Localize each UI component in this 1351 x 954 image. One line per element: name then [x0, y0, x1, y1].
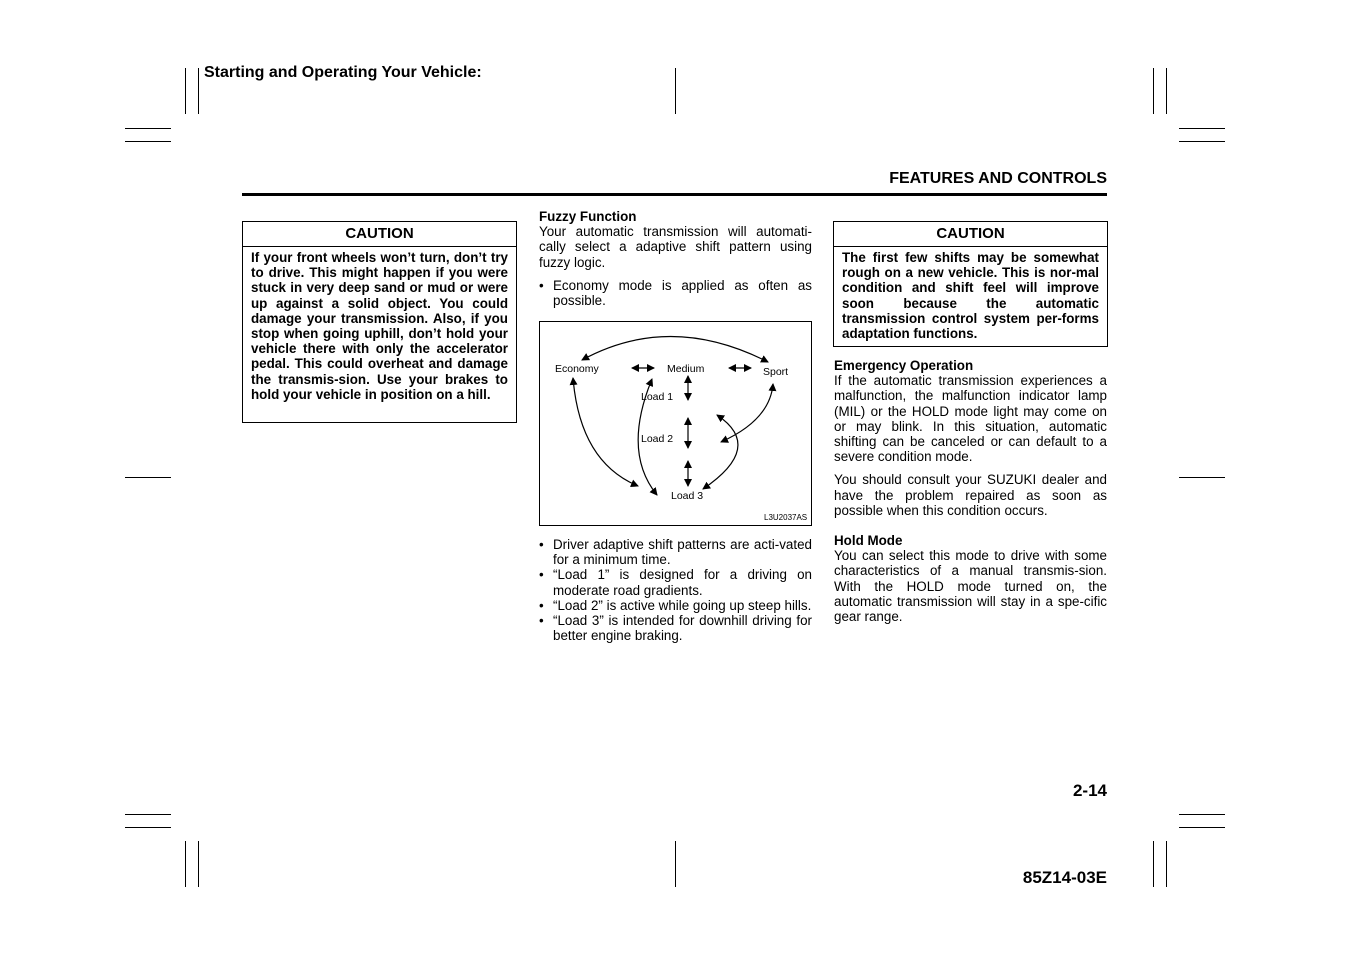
list-item: • Driver adaptive shift patterns are acti-vated for a minimum time. — [539, 537, 812, 567]
fuzzy-bullet-list — [539, 537, 812, 643]
hold-mode-text: You can select this mode to drive with some characteristics of a manual transmis-sion. With the HOLD mode turned on, the automatic transmission will stay in a spe-cific gear range. — [834, 548, 1107, 625]
load2-load3-curve-arrow — [703, 415, 738, 489]
page-number: 2-14 — [1072, 781, 1107, 800]
sport-label: Sport — [763, 366, 789, 378]
economy-load3-arrow — [573, 378, 638, 486]
caution-text: The first few shifts may be somewhat rough on a new vehicle. This is nor-mal condition and shift feel will improve soon because the automatic transmission control system per-forms adaptation functions. — [842, 250, 1099, 342]
hold-mode-heading: Hold Mode — [834, 533, 903, 549]
fuzzy-bullet-list-top — [539, 278, 812, 308]
shift-pattern-diagram — [539, 321, 812, 526]
fuzzy-function-intro: Your automatic transmission will automati-cally select a adaptive shift pattern using fuzzy logic. — [539, 224, 812, 270]
medium-label: Medium — [667, 363, 705, 375]
diagram-code: L3U2037AS — [764, 513, 808, 522]
caution-box-right — [833, 221, 1108, 347]
running-title: Starting and Operating Your Vehicle: — [204, 64, 482, 81]
emergency-operation-text: If the automatic transmission experiences a malfunction, the malfunction indicator lamp (MIL) or the HOLD mode light may come on or may blink. In this situation, automatic shifting can be canceled or can default to a severe condition mode. — [834, 373, 1107, 465]
document-code: 85Z14-03E — [1022, 868, 1107, 887]
right-column — [834, 358, 1107, 624]
economy-sport-arrow — [582, 336, 768, 362]
list-item: • Economy mode is applied as often as possible. — [539, 278, 812, 308]
diagram-svg — [540, 322, 811, 525]
list-item: • “Load 1” is designed for a driving on moderate road gradients. — [539, 567, 812, 597]
fuzzy-function-heading: Fuzzy Function — [539, 209, 637, 224]
emergency-operation-heading: Emergency Operation — [834, 358, 974, 373]
load3-label: Load 3 — [671, 490, 704, 502]
load1-label: Load 1 — [641, 391, 674, 403]
list-item: • “Load 2” is active while going up steep hills. — [539, 598, 812, 613]
consult-dealer-text: You should consult your SUZUKI dealer and have the problem repaired as soon as possible when this condition occurs. — [834, 472, 1107, 518]
middle-column — [539, 209, 812, 308]
middle-column-bullets — [539, 537, 812, 643]
caution-title: CAUTION — [834, 222, 1107, 247]
load2-label: Load 2 — [641, 433, 674, 445]
caution-box-left — [242, 221, 517, 423]
caution-text: If your front wheels won’t turn, don’t try to drive. This might happen if you were stuck in very deep sand or mud or were up against a solid object. You could damage your transmission. Also, if you stop when going uphill, don’t hold your vehicle there with only the accelerator pedal. This could overheat and damage the transmis-sion. Use your brakes to hold your vehicle in position on a hill. — [251, 250, 508, 402]
list-item: • “Load 3” is intended for downhill driving for better engine braking. — [539, 613, 812, 643]
header-rule — [242, 193, 1107, 196]
sport-load2-arrow — [721, 384, 773, 442]
section-title: FEATURES AND CONTROLS — [889, 170, 1107, 187]
economy-label: Economy — [555, 363, 599, 375]
caution-title: CAUTION — [243, 222, 516, 247]
